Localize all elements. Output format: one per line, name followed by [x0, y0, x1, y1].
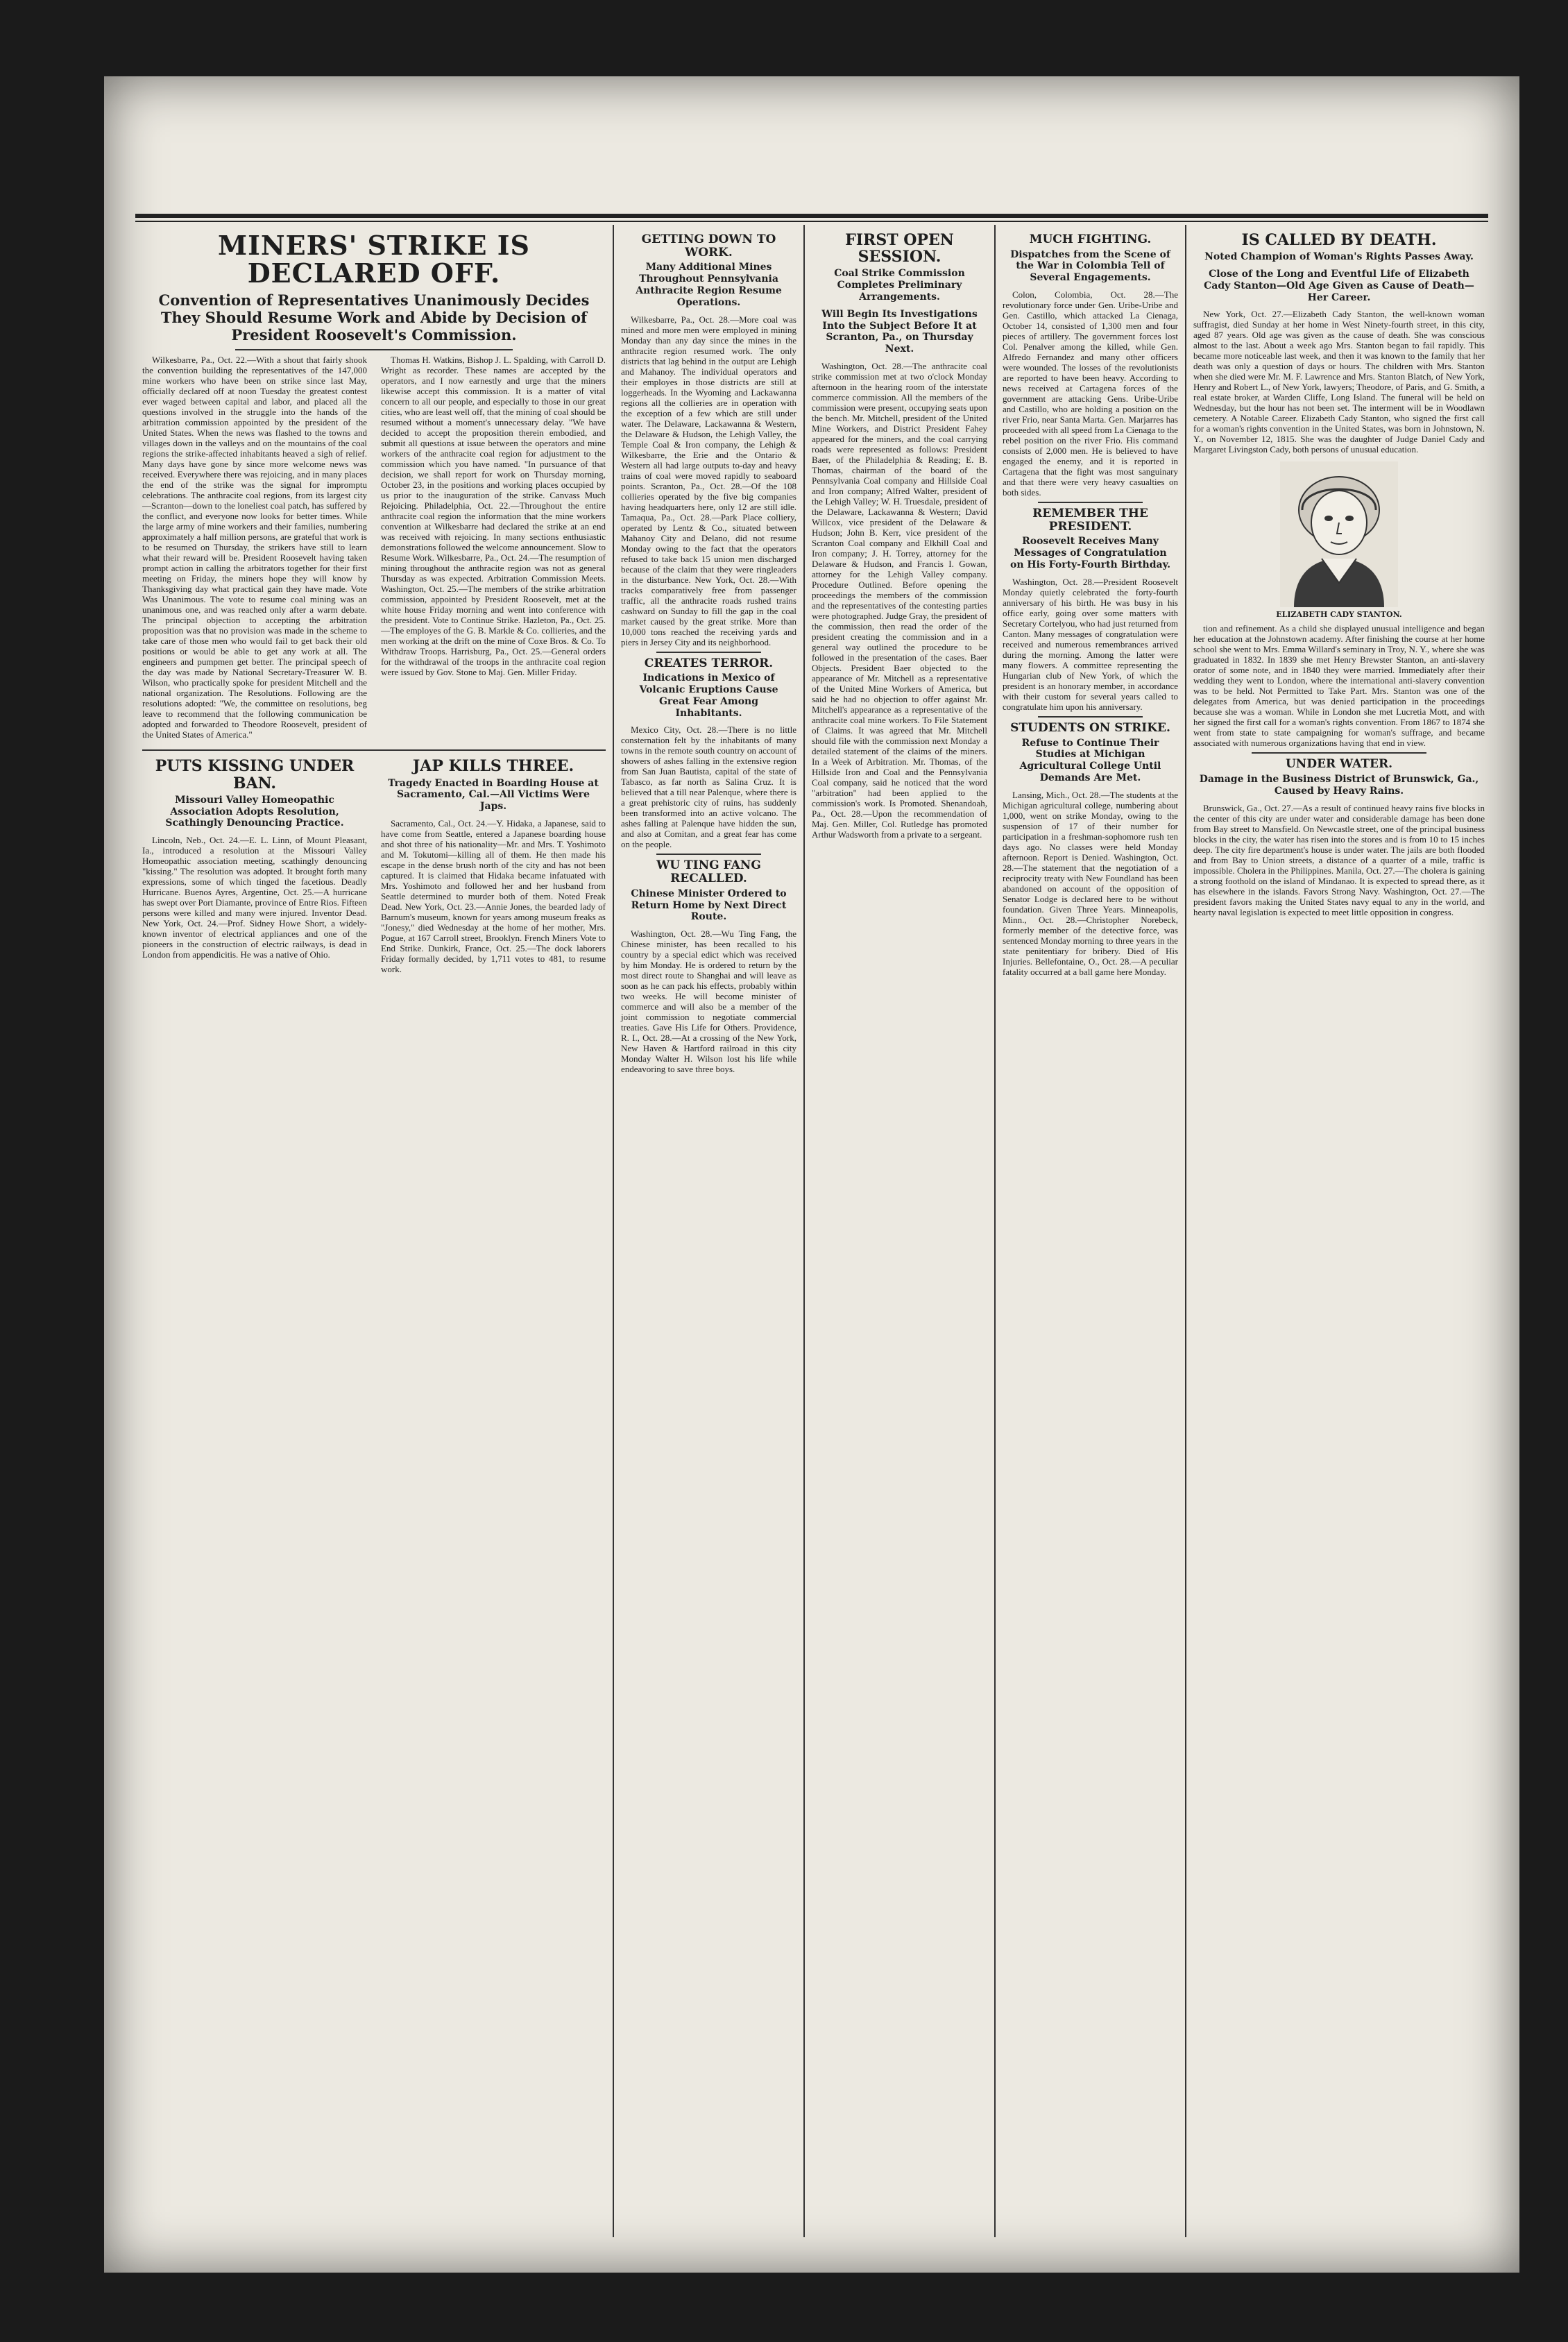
creates-terror-deck: Indications in Mexico of Volcanic Eruptions Cause Great Fear Among Inhabitants.: [639, 672, 778, 719]
students-strike-deck: Refuse to Continue Their Studies at Michigan Agricultural College Until Demands Are Met.: [1019, 737, 1161, 783]
much-fighting-deck: Dispatches from the Scene of the War in Colombia Tell of Several Engagements.: [1010, 248, 1170, 284]
first-session-headline: FIRST OPEN SESSION.: [845, 231, 954, 266]
portrait-caption: ELIZABETH CADY STANTON.: [1276, 610, 1402, 620]
creates-terror-text: Mexico City, Oct. 28.—There is no little consternation felt by the inhabitants of many towns in the remote south country on account of showers of ashes falling in the extensive region from San Juan Bautista, capital of the state of Tabasco, as far north as Salina Cruz. It is believed that a till near Palenque, where there is a great prehistoric city of ruins, has suddenly been transformed into an active volcano. The ashes falling at Palenque have hidden the sun, and also at Comitan, and a great fear has come on the people.: [621, 724, 796, 850]
remember-president-deck: Roosevelt Receives Many Messages of Congratulation on His Forty-Fourth Birthday.: [1009, 536, 1170, 571]
lead-body-left: [142, 355, 367, 740]
lead-body-right: [381, 355, 606, 740]
students-strike-text: Lansing, Mich., Oct. 28.—The students at the Michigan agricultural college, numbering about 1,000, went on strike Monday, owing to the suspension of 17 of their number for participation in a freshman-sophomore rush ten days ago. No classes were held Monday afternoon. Report is Denied. Washington, Oct. 28.—The statement that the negotiation of a reciprocity treaty with New Foundland has been abandoned on account of the opposition of Senator Lodge is declared here to be without foundation. Given Three Years. Minneapolis, Minn., Oct. 28.—Christopher Norebeck, formerly member of the detective force, was sentenced Monday morning to three years in the state penitentiary for bribery. Died of His Injuries. Bellefontaine, O., Oct. 28.—A peculiar fatality occurred at a ball game here Monday.: [1003, 789, 1178, 977]
getting-down-text: Wilkesbarre, Pa., Oct. 28.—More coal was mined and more men were employed in mining Monday than any day since the mines in the anthracite region resumed work. The only districts that lag behind in the output are Lehigh and Mahanoy. The individual operators and their employes in those districts are still at loggerheads. In the Wyoming and Lackawanna regions all the collieries are in operation with the exception of a few which are still under water. The Delaware, Lackawanna & Western, the Delaware & Hudson, the Lehigh Valley, the Temple Coal & Iron company, the Lehigh & Wilkesbarre, the Erie and the Ontario & Western all had large outputs to-day and heavy trains of coal were moved rapidly to seaboard points. Scranton, Pa., Oct. 28.—Of the 108 collieries operated by the five big companies having headquarters here, only 12 are still idle. Tamaqua, Pa., Oct. 28.—Park Place colliery, operated by Lentz & Co., situated between Mahanoy City and Delano, did not resume Monday owing to the fact that the operators refused to take back 15 union men discharged because of the claim that they were ringleaders in the disturbance. New York, Oct. 28.—With tracks comparatively free from passenger traffic, all the anthracite roads rushed trains cashward on Sunday to fill the gap in the coal market caused by the great strike. More than 10,000 tons reached the receiving yards and piers in Jersey City and its neighborhood.: [621, 314, 796, 647]
bottom-stories: [142, 755, 606, 974]
much-fighting-headline: MUCH FIGHTING.: [1029, 232, 1152, 246]
called-by-death-deck: Noted Champion of Woman's Rights Passes Away.: [1204, 251, 1474, 263]
column-called-by-death: [1186, 225, 1492, 2237]
column-getting-down: [614, 225, 805, 2237]
lead-text-left: Wilkesbarre, Pa., Oct. 22.—With a shout that fairly shook the convention building the representatives of the 147,000 mine workers who have been on strike since last May, officially declared off at noon Tuesday the greatest contest ever waged between capital and labor, and placed all the questions involved in the struggle into the hands of the arbitration commission appointed by the president of the United States. When the news was flashed to the towns and villages down in the valleys and on the mountains of the coal regions the strike-affected inhabitants heaved a sigh of relief. Many days have gone by since more welcome news was received. Everywhere there was rejoicing, and in many places the end of the strike was the signal for impromptu celebrations. The anthracite coal regions, from its largest city—Scranton—down to the loneliest coal patch, has suffered by the conflict, and everyone now looks for better times. While the large army of mine workers and their families, numbering approximately a half million persons, are grateful that work is to be resumed on Thursday, the strikers have still to learn what their reward will be. President Roosevelt having taken prompt action in calling the arbitrators together for their first meeting on Friday, the miners hope they will know by Thanksgiving day what practical gain they have made. Vote Was Unanimous. The vote to resume coal mining was an unanimous one, and was reached only after a warm debate. The principal objection to accepting the arbitration proposition was that no provision was made in the scheme to take care of those men who would fail to get back their old positions or would be able to get any work at all. The engineers and pumpmen get better. The principal speech of the day was made by National Secretary-Treasurer W. B. Wilson, who practically spoke for president Mitchell and the national organization. The Resolutions. Following are the resolutions adopted: "We, the committee on resolutions, beg leave to recommend that the following communication be adopted and forwarded to Theodore Roosevelt, president of the United States of America.": [142, 355, 367, 740]
divider: [1038, 502, 1143, 503]
newspaper-page: [104, 76, 1519, 2273]
divider: [656, 652, 762, 653]
top-rule-thin: [135, 221, 1488, 222]
lead-divider: [235, 349, 513, 350]
creates-terror-headline: CREATES TERROR.: [644, 656, 774, 670]
students-strike-headline: STUDENTS ON STRIKE.: [1010, 720, 1170, 735]
wu-ting-fang-deck: Chinese Minister Ordered to Return Home by Next Direct Route.: [631, 888, 787, 923]
portrait-drawing: [1280, 461, 1398, 607]
top-rule: [135, 214, 1488, 218]
wu-ting-fang-headline: WU TING FANG RECALLED.: [656, 858, 761, 886]
lead-body: [142, 355, 606, 740]
jap-text: Sacramento, Cal., Oct. 24.—Y. Hidaka, a Japanese, said to have come from Seattle, entered a Japanese boarding house and shot three of his nationality—Mr. and Mrs. T. Yoshimoto and M. Tokutomi—killing all of them. He then made his escape in the dense brush north of the city and has not been captured. It is claimed that Hidaka became infatuated with Mrs. Yoshimoto and followed her and her husband from Seattle determined to murder both of them. Noted Freak Dead. New York, Oct. 23.—Annie Jones, the bearded lady of Barnum's museum, known for years among museum freaks as "Jonesy," died Wednesday at the home of her mother, Mrs. Pogue, at 167 Carroll street, Brooklyn. French Miners Vote to End Strike. Dunkirk, France, Oct. 25.—The dock laborers Friday formally decided, by 1,711 votes to 481, to resume work.: [381, 817, 606, 974]
story-jap-kills: [381, 755, 606, 974]
column-first-session: [805, 225, 996, 2237]
jap-headline: JAP KILLS THREE.: [412, 757, 574, 776]
remember-president-headline: REMEMBER THE PRESIDENT.: [1032, 507, 1148, 534]
under-water-deck: Damage in the Business District of Brunswick, Ga., Caused by Heavy Rains.: [1199, 774, 1479, 797]
called-by-death-text: New York, Oct. 27.—Elizabeth Cady Stanton, the well-known woman suffragist, died Sunday at her home in West Ninety-fourth street, in this city, aged 87 years. Old age was given as the cause of death. She was conscious almost to the last. About a week ago Mrs. Stanton began to fail rapidly. This became more noticeable last week, and then it was known to the family that her death was only a question of days or hours. The children with Mrs. Stanton when she died were Mr. M. F. Lawrence and Mrs. Stanton Blatch, of New York, Henry and Robert L., of New York, lawyers; Theodore, of Paris, and G. Smith, a real estate broker, at Warden Cliffe, Long Island. The funeral will be held on Wednesday, but the hour has not been set. The interment will be in Woodlawn cemetery. A Notable Career. Elizabeth Cady Stanton, who signed the first call for a woman's rights convention in the United States, was born in Johnstown, N. Y., on November 12, 1815. She was the daughter of Judge Daniel Cady and Margaret Livingston Cady, both persons of unusual education.: [1193, 309, 1485, 455]
lead-deck: Convention of Representatives Unanimously Decides They Should Resume Work and Abide by Decision of President Roosevelt's Commission.: [158, 291, 590, 344]
portrait-image: [1280, 461, 1398, 607]
under-water-text: Brunswick, Ga., Oct. 27.—As a result of continued heavy rains five blocks in the center of this city are under water and considerable damage has been done from Bay street to Mansfield. On Newcastle street, one of the principal business blocks in the city, the water has risen into the stores and is from 10 to 15 inches deep. The city fire department's house is under water. The jails are both flooded and from Bay to Union streets, a distance of a quarter of a mile, traffic is impossible. Cholera in the Philippines. Manila, Oct. 27.—The cholera is gaining a strong foothold on the island of Mindanao. It is expected to spread there, as it has elsewhere in the islands. Favors Strong Navy. Washington, Oct. 27.—The president favors making the United States navy equal to any in the world, and hearty naval legislation is expected to meet little opposition in congress.: [1193, 802, 1485, 917]
kissing-text: Lincoln, Neb., Oct. 24.—E. L. Linn, of Mount Pleasant, Ia., introduced a resolution at the Missouri Valley Homeopathic association meeting, scathingly denouncing "kissing." The resolution was adopted. It brought forth many expressions, some of which tinged the facetious. Deadly Hurricane. Buenos Ayres, Argentine, Oct. 25.—A hurricane has swept over Port Diamante, province of Entre Rios. Fifteen persons were killed and many were injured. Inventor Dead. New York, Oct. 24.—Prof. Sidney Howe Short, a widely-known inventor of electrical appliances and one of the pioneers in the construction of electric railways, is dead in London from appendicitis. He was a native of Ohio.: [142, 835, 367, 960]
column-much-fighting: [996, 225, 1186, 2237]
under-water-headline: UNDER WATER.: [1285, 757, 1393, 772]
lead-bottom-rule: [142, 749, 606, 751]
getting-down-headline: GETTING DOWN TO WORK.: [641, 232, 776, 260]
story-kissing: [142, 755, 367, 974]
first-session-subdeck: Will Begin Its Investigations Into the Subject Before It at Scranton, Pa., on Thursday Next.: [821, 308, 978, 355]
kissing-deck: Missouri Valley Homeopathic Association Adopts Resolution, Scathingly Denouncing Practice.: [165, 794, 344, 829]
called-by-death-headline: IS CALLED BY DEATH.: [1241, 231, 1437, 249]
divider: [1038, 716, 1143, 718]
lead-headline: MINERS' STRIKE IS DECLARED OFF.: [218, 230, 530, 289]
lead-text-right: Thomas H. Watkins, Bishop J. L. Spalding, with Carroll D. Wright as recorder. These names are accepted by the operators, and I now earnestly and urge that the miners likewise accept this commission. It is a matter of vital concern to all our people, and especially to those in our great cities, who are least well off, that the mining of coal should be resumed without a moment's unnecessary delay. "We have decided to accept the proposition therein embodied, and submit all questions at issue between the operators and mine workers of the anthracite coal region for adjustment to the commission which you have named. "In pursuance of that decision, we shall report for work on Thursday morning, October 23, in the positions and working places occupied by us prior to the inauguration of the strike. Canvass Much Rejoicing. Philadelphia, Oct. 22.—Throughout the entire anthracite coal region the information that the mine workers convention at Wilkesbarre had declared the strike at an end was received with rejoicing. In many sections enthusiastic demonstrations followed the welcome announcement. Slow to Resume Work. Wilkesbarre, Pa., Oct. 24.—The resumption of mining throughout the anthracite region was not as general Thursday as was expected. Arbitration Commission Meets. Washington, Oct. 25.—The members of the strike arbitration commission, appointed by President Roosevelt, met at the white house Friday morning and went into conference with the president. Vote to Continue Strike. Hazleton, Pa., Oct. 25.—The employes of the G. B. Markle & Co. collieries, and the men working at the drift on the mine of Coxe Bros. & Co. To Withdraw Troops. Harrisburg, Pa., Oct. 25.—General orders for the withdrawal of the troops in the anthracite coal region were issued by Gov. Stone to Maj. Gen. Miller Friday.: [381, 355, 606, 678]
called-by-death-text-after: tion and refinement. As a child she displayed unusual intelligence and began her education at the Johnstown academy. After finishing the course at her home school she went to Mrs. Emma Willard's seminary in Troy, N. Y., where she was graduated in 1832. In 1839 she met Henry Brewster Stanton, an anti-slavery orator of some note, and in 1840 they were married. Immediately after their wedding they went to London, where the international anti-slavery convention was to be held. Not Permitted to Take Part. Mrs. Stanton was one of the delegates from America, but was denied participation in the proceedings because she was a woman. While in London she met Lucretia Mott, and with her signed the first call for a woman's rights convention. From 1867 to 1874 she went from state to state campaigning for woman's suffrage, and became associated with numerous organizations having that end in view.: [1193, 623, 1485, 749]
top-margin: [104, 76, 1519, 212]
first-session-deck: Coal Strike Commission Completes Preliminary Arrangements.: [834, 268, 965, 303]
called-by-death-subdeck: Close of the Long and Eventful Life of Elizabeth Cady Stanton—Old Age Given as Cause of Death—Her Career.: [1204, 268, 1474, 303]
jap-deck: Tragedy Enacted in Boarding House at Sacramento, Cal.—All Victims Were Japs.: [388, 777, 599, 813]
much-fighting-text: Colon, Colombia, Oct. 28.—The revolutionary force under Gen. Uribe-Uribe and Gen. Castillo, which attacked La Cienaga, October 14, consisted of 1,300 men and four pieces of artillery. The government forces lost Col. Penalver among the killed, while Gen. Alfredo Fernandez and many other officers were wounded. The losses of the revolutionists are reported to have been heavy. According to news received at Cartagena forces of the government are attacking Gens. Uribe-Uribe and Castillo, who are holding a position on the river Frio, near Santa Marta. Gen. Marjarres has proceeded with all speed from La Cienaga to the rebel position on the river Frio. His command consists of 2,000 men. He is believed to have engaged the enemy, and it is reported in Cartagena that the fight was most sanguinary and that there were very heavy casualties on both sides.: [1003, 289, 1178, 498]
columns-grid: [135, 225, 1492, 2237]
first-session-text: Washington, Oct. 28.—The anthracite coal strike commission met at two o'clock Monday afternoon in the hearing room of the interstate commerce commission. All the members of the commission were present, occupying seats upon the bench. Mr. Mitchell, president of the United Mine Workers, and District President Fahey appeared for the miners, and the coal carrying roads were represented as follows: President Baer, of the Philadelphia & Reading; E. B. Thomas, chairman of the board of the Pennsylvania Coal company and Hillside Coal and Iron company; Alfred Walter, president of the Lehigh Valley; W. H. Truesdale, president of the Delaware, Lackawanna & Western; David Willcox, vice president of the Delaware & Hudson; John B. Kerr, vice president of the Scranton Coal company and Elkhill Coal and Iron company; J. H. Torrey, attorney for the Delaware & Hudson, and Francis I. Gowan, attorney for the Lehigh Valley company. Procedure Outlined. Before opening the proceedings the members of the commission and the representatives of the contesting parties were photographed. Judge Gray, the president of the commission, then read the order of the president creating the commission and in a general way outlined the procedure to be followed in the presentation of the cases. Baer Objects. President Baer objected to the appearance of Mr. Mitchell as a representative of the United Mine Workers of America, but said he had no objection to offer against Mr. Mitchell's appearance as a representative of the anthracite coal mine workers. To File Statement of Claims. It was agreed that Mr. Mitchell should file with the commission next Monday a detailed statement of the claims of the miners. In a Week of Arbitration. Mr. Thomas, of the Hillside Iron and Coal and the Pennsylvania Coal company, said he noticed that the word "arbitration" had been applied to the commission's work. Is Promoted. Shenandoah, Pa., Oct. 28.—Upon the recommendation of Maj. Gen. Miller, Col. Rutledge has promoted Arthur Wadsworth from a private to a sergeant.: [812, 360, 987, 840]
divider: [656, 854, 762, 855]
kissing-headline: PUTS KISSING UNDER BAN.: [155, 757, 355, 792]
remember-president-text: Washington, Oct. 28.—President Roosevelt Monday quietly celebrated the forty-fourth anniversary of his birth. He was busy in his office early, going over some matters with Secretary Cortelyou, who had just returned from Canton. Many messages of congratulation were received and numerous remembrances arrived during the morning. Among the latter were many flowers. A committee representing the Hungarian club of New York, of which the president is an honorary member, in accordance with their custom for several years called to congratulate him upon his anniversary.: [1003, 576, 1178, 712]
wu-ting-fang-text: Washington, Oct. 28.—Wu Ting Fang, the Chinese minister, has been recalled to his country by a special edict which was received by him Monday. He is ordered to return by the most direct route to Shanghai and will leave as soon as he can pack his effects, probably within two weeks. He will become minister of commerce and will also be a member of the joint commission to negotiate commercial treaties. Gave His Life for Others. Providence, R. I., Oct. 28.—At a crossing of the New York, New Haven & Hartford railroad in this city Monday Walter H. Wilson lost his life while endeavoring to save three boys.: [621, 928, 796, 1075]
getting-down-deck: Many Additional Mines Throughout Pennsylvania Anthracite Region Resume Operations.: [636, 262, 782, 308]
divider: [1252, 752, 1426, 754]
lead-story-column: [135, 225, 614, 2237]
